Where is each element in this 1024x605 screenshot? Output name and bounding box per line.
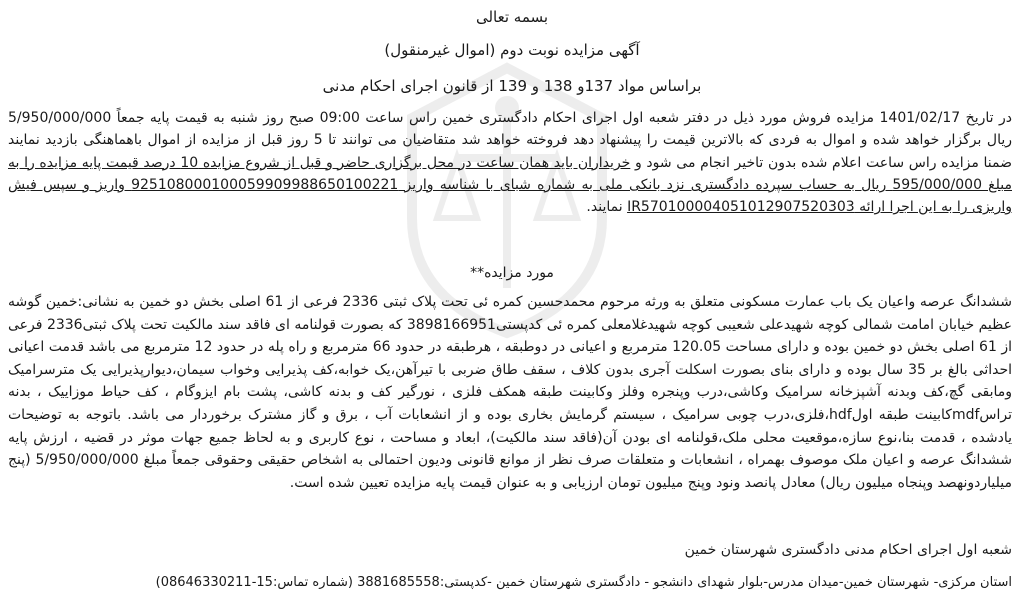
bidder-requirements-underlined: خریداران باید همان ساعت در محل برگزاری حاضر و قبل از شروع مزایده 10 درصد قیمت پایه مزایده را به مبلغ 595/000/000 ریال به حساب سپرده دادگستری نزد بانکی ملی به شماره شبای با شناسه واریز 925108000100059909988650100221 واریز و سپس فیش واریزی را به این اجرا ارائه IR570100004051012907520303	[8, 154, 1012, 216]
intro-text-end: نمایند.	[586, 199, 628, 216]
invocation: بسمه تعالی	[475, 8, 549, 26]
intro-text: در تاریخ 1401/02/17 مزایده فروش مورد ذیل در دفتر شعبه اول اجرای احکام دادگستری خمین راس ساعت 09:00 صبح روز شنبه به قیمت پایه جمعاً 5/950/000/000 ریال برگزار خواهد شده و اموال به فردی که بالاترین قیمت را پیشنهاد دهد فروخته خواهد شد متقاضیان می توانند تا 5 روز قبل از مزایده از اموال باهماهنگی بازدید نمایند ضمنا مزایده راس ساعت اعلام شده بدون تاخیر انجام می شود و	[8, 110, 1012, 171]
notice-title: آگهی مزایده نوبت دوم (اموال غیرمنقول)	[384, 41, 640, 59]
issuing-office: شعبه اول اجرای احکام مدنی دادگستری شهرستان خمین	[684, 542, 1012, 558]
contact-address: استان مرکزی- شهرستان خمین-میدان مدرس-بلوار شهدای دانشجو - دادگستری شهرستان خمین -کدپستی:3881685558 (شماره تماس:15-08646330211)	[155, 575, 1012, 590]
auction-subject-paragraph: ششدانگ عرصه واعیان یک باب عمارت مسکونی متعلق به ورثه مرحوم محمدحسین کمره ئی تحت پلاک ثبتی 2336 فرعی از 61 اصلی بخش دو خمین به نشانی:خمین گوشه عظیم خیابان امامت شمالی کوچه شهیدعلی شعیبی کوچه شهیدغلامعلی کمره ئی کدپستی3898166951 که بصورت قولنامه ای فاقد سند مالکیت تحت پلاک ثبتی2336 فرعی از 61 اصلی بخش دو خمین بوده و دارای مساحت 120.05 مترمربع و اعیانی در دوطبقه ، هرطبقه در حدود 66 مترمربع و راه پله در حدود 12 مترمربع می باشد قدمت اعیانی احداثی بالغ بر 35 سال بوده و دارای بنای بصورت اسکلت آجری بدون کلاف ، سقف طاق ضربی با تیرآهن،یک خوابه،کف پذیرایی وخواب سیمان،دیوارپذیرایی یک مترسرامیک ومابقی گچ،کف وبدنه آشپزخانه سرامیک وکاشی،درب وپنجره وفلز وکابینت طبقه همکف فلزی ، نورگیر کف و بدنه کاشی، پشت بام ایزوگام ، کف حیاط موزاییک ، بدنه تراسmdfکابینت طبقه اولhdf،فلزی،درب چوبی سرامیک ، سیستم گرمایش بخاری بوده و از انشعابات آب ، برق و گاز مشترک برخوردار می باشد. باتوجه به توضیحات یادشده ، قدمت بنا،نوع سازه،موقعیت محلی ملک،قولنامه ای بودن آن(فاقد سند مالکیت)، ابعاد و مساحت ، نوع کاربری و به لحاظ جمیع جهات موثر در قضیه ، ارزش پایه ششدانگ عرصه و اعیان ملک موصوف بهمراه ، انشعابات و متعلقات صرف نظر از موانع قانونی ودیون احتمالی به اشخاص حقیقی وحقوقی جمعاً مبلغ 5/950/000/000 (پنج میلیاردونهصد وپنجاه میلیون ریال) معادل پانصد ونود وپنج میلیون تومان ارزیابی و به عنوان قیمت پایه مزایده تعیین شده است.	[8, 294, 1013, 491]
auction-subject-heading: مورد مزایده**	[470, 265, 554, 281]
auction-intro-paragraph	[8, 107, 1012, 218]
legal-basis: براساس مواد 137و 138 و 139 از قانون اجرای احکام مدنی	[322, 77, 702, 95]
